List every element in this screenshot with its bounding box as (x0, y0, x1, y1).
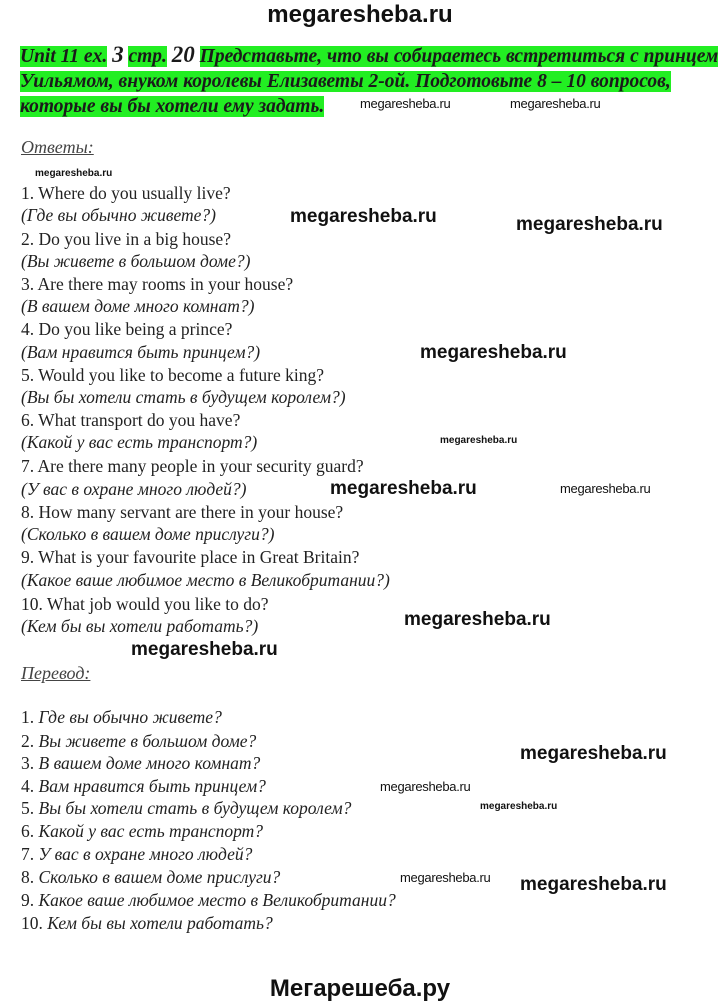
watermark-text: megaresheba.ru (520, 874, 667, 895)
translation-heading: Перевод: (21, 663, 91, 683)
watermark-text: megaresheba.ru (404, 609, 551, 630)
translation-item (21, 797, 351, 819)
answer-question: 8. How many servant are there in your house? (21, 502, 344, 522)
answer-question: 10. What job would you like to do? (21, 594, 269, 614)
translation-text: Какой у вас есть транспорт? (38, 821, 264, 841)
answer-translation: (Кем бы вы хотели работать?) (21, 616, 259, 636)
watermark-text: megaresheba.ru (360, 96, 451, 111)
translation-number: 5. (21, 798, 35, 818)
answer-translation: (Сколько в вашем доме прислуги?) (21, 524, 275, 544)
answer-translation: (Вы живете в большом доме?) (21, 251, 251, 271)
answers-heading: Ответы: (21, 137, 94, 157)
translation-number: 2. (21, 731, 35, 751)
page-label: стр. (128, 46, 167, 67)
translation-item (21, 820, 263, 842)
translation-text: Где вы обычно живете? (38, 707, 222, 727)
answer-translation: (Где вы обычно живете?) (21, 205, 216, 225)
translation-item (21, 843, 252, 865)
answer-question: 5. Would you like to become a future king? (21, 365, 324, 385)
translation-number: 6. (21, 821, 35, 841)
translation-text: У вас в охране много людей? (38, 844, 253, 864)
translation-number: 10. (21, 913, 43, 933)
watermark-text: megaresheba.ru (400, 870, 491, 885)
answer-question: 1. Where do you usually live? (21, 183, 231, 203)
translation-number: 3. (21, 753, 35, 773)
watermark-text: megaresheba.ru (290, 206, 437, 227)
watermark-text: megaresheba.ru (131, 639, 278, 660)
watermark-text: megaresheba.ru (520, 743, 667, 764)
answer-question: 6. What transport do you have? (21, 410, 241, 430)
watermark-text: megaresheba.ru (516, 214, 663, 235)
answer-question: 3. Are there may rooms in your house? (21, 274, 294, 294)
translation-number: 8. (21, 867, 35, 887)
translation-number: 1. (21, 707, 35, 727)
translation-item (21, 912, 273, 934)
watermark-text: megaresheba.ru (480, 801, 558, 812)
exercise-number: 3 (112, 42, 124, 67)
answer-translation: (Какой у вас есть транспорт?) (21, 432, 258, 452)
watermark-text: megaresheba.ru (560, 481, 651, 496)
translation-item (21, 752, 260, 774)
translation-text: Вам нравится быть принцем? (38, 776, 266, 796)
answer-question: 9. What is your favourite place in Great Britain? (21, 547, 360, 567)
translation-text: В вашем доме много комнат? (38, 753, 261, 773)
site-footer: Мегарешеба.ру (269, 975, 451, 1002)
task-text-1: Представьте, что вы собираетесь встретиться с принцем (199, 46, 719, 67)
answer-translation: (Какое ваше любимое место в Великобритании?) (21, 570, 390, 590)
watermark-text: megaresheba.ru (330, 478, 477, 499)
translation-number: 4. (21, 776, 35, 796)
answer-question: 4. Do you like being a prince? (21, 319, 233, 339)
watermark-text: megaresheba.ru (510, 96, 601, 111)
translation-number: 9. (21, 890, 35, 910)
translation-item (21, 775, 266, 797)
translation-text: Кем бы вы хотели работать? (47, 913, 273, 933)
answer-translation: (В вашем доме много комнат?) (21, 296, 255, 316)
answer-translation: (Вам нравится быть принцем?) (21, 342, 261, 362)
watermark-text: megaresheba.ru (380, 779, 471, 794)
watermark-text: megaresheba.ru (35, 168, 113, 179)
site-header: megaresheba.ru (267, 1, 453, 28)
translation-text: Вы бы хотели стать в будущем королем? (38, 798, 352, 818)
answer-translation: (Вы бы хотели стать в будущем королем?) (21, 387, 346, 407)
answer-question: 2. Do you live in a big house? (21, 229, 231, 249)
answer-question: 7. Are there many people in your security guard? (21, 456, 364, 476)
watermark-text: megaresheba.ru (440, 435, 518, 446)
translation-number: 7. (21, 844, 35, 864)
task-text-2: Уильямом, внуком королевы Елизаветы 2-ой. Подготовьте 8 – 10 вопросов, (20, 71, 671, 92)
translation-item (21, 730, 256, 752)
translation-item (21, 889, 396, 911)
translation-text: Какое ваше любимое место в Великобритании? (38, 890, 396, 910)
translation-text: Сколько в вашем доме прислуги? (38, 867, 281, 887)
task-text-3: которые вы бы хотели ему задать. (20, 96, 325, 117)
answer-translation: (У вас в охране много людей?) (21, 479, 247, 499)
translation-text: Вы живете в большом доме? (38, 731, 257, 751)
translation-item (21, 706, 222, 728)
translation-item (21, 866, 280, 888)
watermark-text: megaresheba.ru (420, 342, 567, 363)
unit-label: Unit 11 ex. (20, 46, 108, 67)
page-number: 20 (171, 42, 195, 67)
